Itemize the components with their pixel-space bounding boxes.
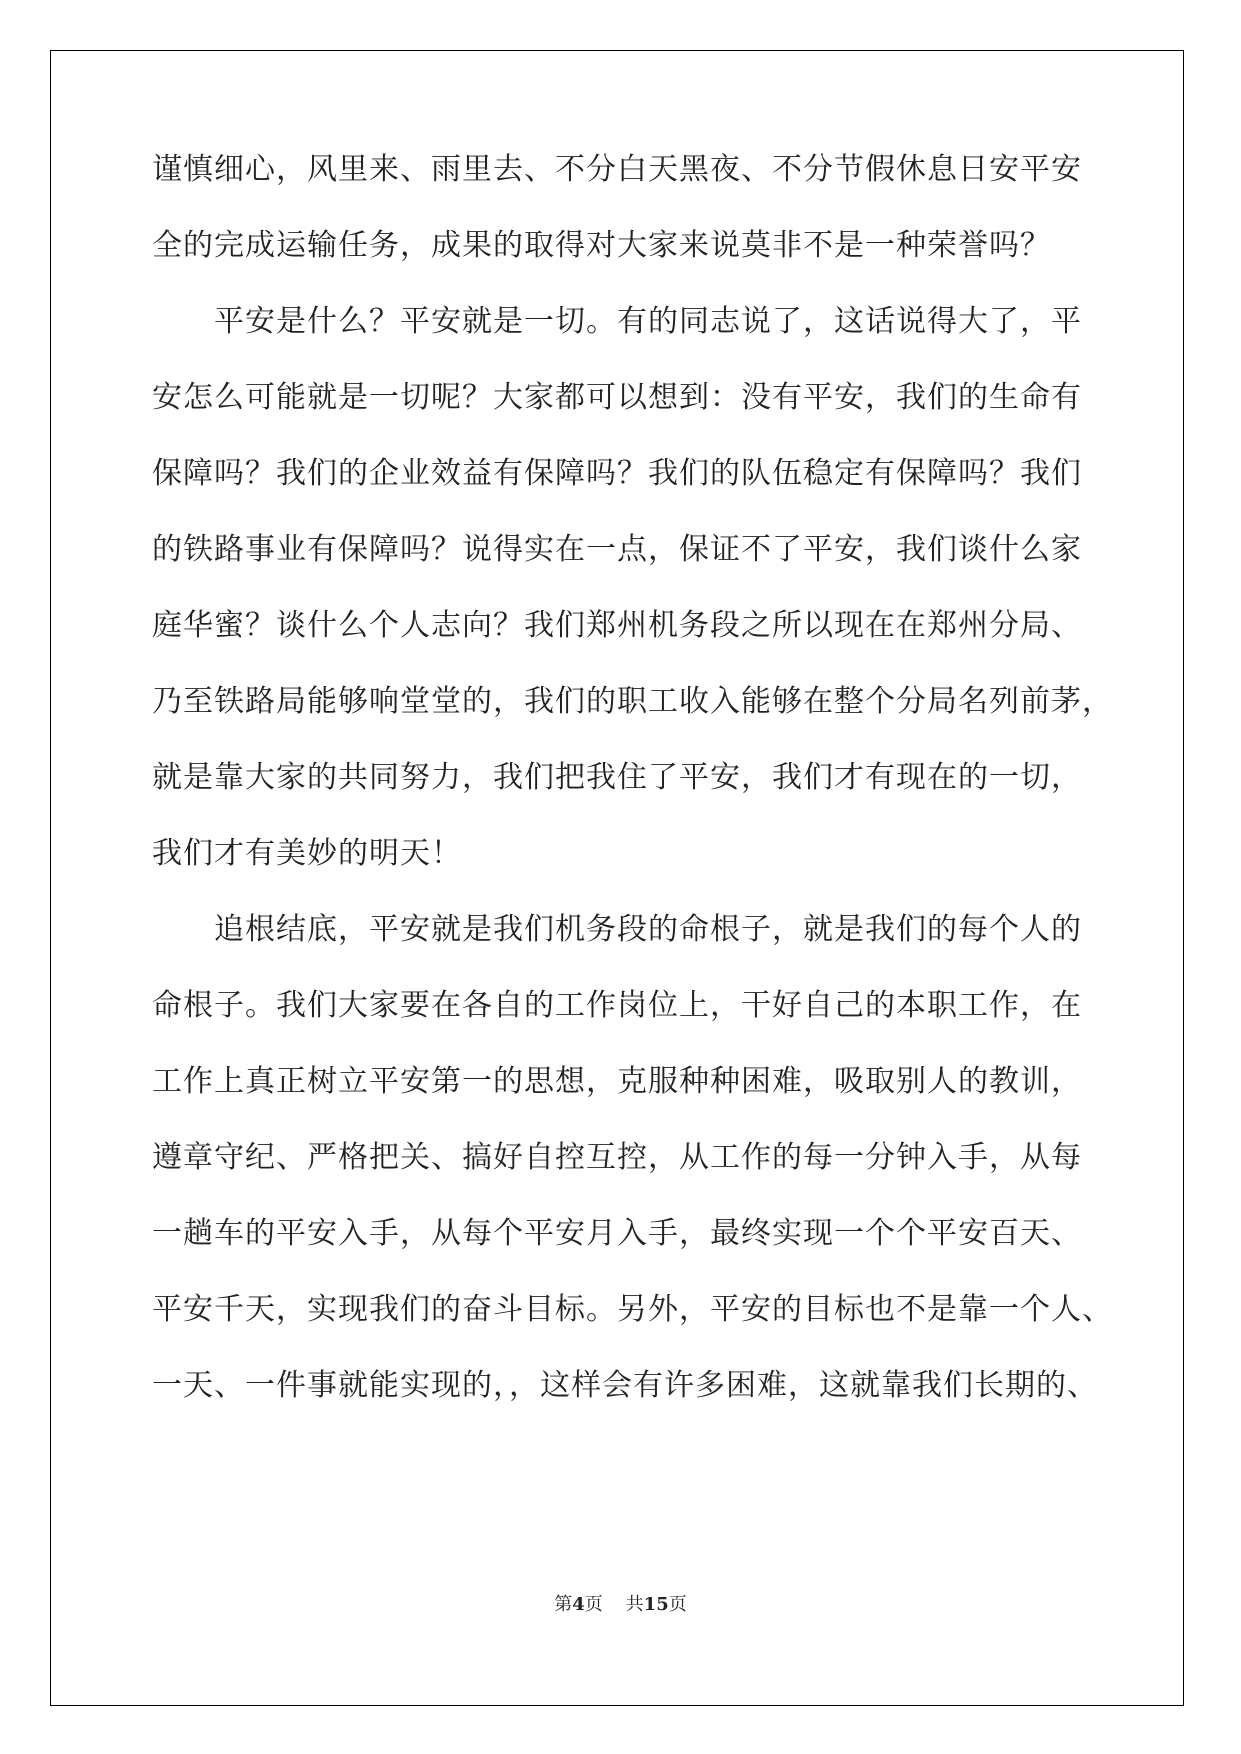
text-line: 遵章守纪、严格把关、搞好自控互控，从工作的每一分钟入手，从每 — [152, 1140, 1082, 1175]
text-line: 命根子。我们大家要在各自的工作岗位上，干好自己的本职工作，在 — [152, 988, 1082, 1023]
page-number: 4 — [572, 1594, 585, 1615]
text-line: 工作上真正树立平安第一的思想，克服种种困难，吸取别人的教训， — [152, 1064, 1082, 1099]
total-pages: 15 — [643, 1594, 669, 1615]
text-line: 全的完成运输任务，成果的取得对大家来说莫非不是一种荣誉吗？ — [152, 228, 1051, 263]
text-line: 一天、一件事就能实现的，，这样会有许多困难，这就靠我们长期的、 — [152, 1368, 1098, 1403]
text-line: 平安千天，实现我们的奋斗目标。另外，平安的目标也不是靠一个人、 — [152, 1292, 1113, 1327]
text-line: 安怎么可能就是一切呢？大家都可以想到：没有平安，我们的生命有 — [152, 380, 1082, 415]
page-footer — [0, 1590, 1241, 1616]
text-line: 我们才有美妙的明天！ — [152, 836, 462, 871]
text-line: 谨慎细心，风里来、雨里去、不分白天黑夜、不分节假休息日安平安 — [152, 152, 1082, 187]
page-border — [50, 50, 1184, 1706]
text-line: 一趟车的平安入手，从每个平安月入手，最终实现一个个平安百天、 — [152, 1216, 1082, 1251]
text-line: 平安是什么？平安就是一切。有的同志说了，这话说得大了，平 — [214, 304, 1082, 339]
page-suffix: 页 — [584, 1594, 603, 1615]
text-line: 就是靠大家的共同努力，我们把我住了平安，我们才有现在的一切， — [152, 760, 1082, 795]
text-line: 的铁路事业有保障吗？说得实在一点，保证不了平安，我们谈什么家 — [152, 532, 1082, 567]
total-prefix: 共 — [625, 1594, 644, 1615]
text-line: 乃至铁路局能够响堂堂的，我们的职工收入能够在整个分局名列前茅， — [152, 684, 1113, 719]
text-line: 庭华蜜？谈什么个人志向？我们郑州机务段之所以现在在郑州分局、 — [152, 608, 1082, 643]
page-prefix: 第 — [554, 1594, 573, 1615]
total-suffix: 页 — [668, 1594, 687, 1615]
text-line: 保障吗？我们的企业效益有保障吗？我们的队伍稳定有保障吗？我们 — [152, 456, 1082, 491]
text-line: 追根结底，平安就是我们机务段的命根子，就是我们的每个人的 — [214, 912, 1082, 947]
